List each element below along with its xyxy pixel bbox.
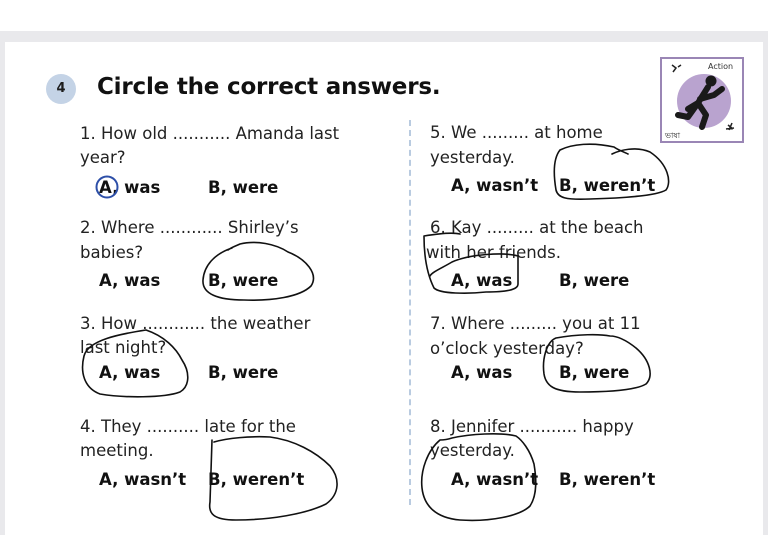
exercise-number-badge: 4 [46,74,76,104]
question-8-line-1: 8. Jennifer ........... happy [430,417,634,436]
top-strip [0,0,768,31]
exercise-title: Circle the correct answers. [97,74,441,100]
question-6-option-b[interactable]: B, were [559,271,630,290]
question-3-line-2: last night? [80,338,167,357]
question-4-line-1: 4. They .......... late for the [80,417,296,436]
running-figure-icon [662,59,742,141]
question-4-option-b[interactable]: B, weren’t [208,470,305,489]
question-2-option-a[interactable]: A, was [99,271,161,290]
question-1-line-2: year? [80,148,126,167]
question-6-line-2: with her friends. [426,243,561,262]
question-5-line-1: 5. We ......... at home [430,123,603,142]
question-5-option-b[interactable]: B, weren’t [559,176,656,195]
question-4-line-2: meeting. [80,441,154,460]
question-4-option-a[interactable]: A, wasn’t [99,470,187,489]
question-7-option-a[interactable]: A, was [451,363,513,382]
question-3-option-a[interactable]: A, was [99,363,161,382]
question-7-line-2: o’clock yesterday? [430,339,584,358]
question-2-option-b[interactable]: B, were [208,271,279,290]
question-2-line-2: babies? [80,243,144,262]
question-5-option-a[interactable]: A, wasn’t [451,176,539,195]
question-8-line-2: yesterday. [430,441,515,460]
card-label-bottom: ভাষা [665,131,681,140]
question-2-line-1: 2. Where ............ Shirley’s [80,218,299,237]
action-card [660,57,744,143]
question-6-line-1: 6. Kay ......... at the beach [430,218,644,237]
question-7-line-1: 7. Where ......... you at 11 [430,314,641,333]
question-8-option-a[interactable]: A, wasn’t [451,470,539,489]
question-8-option-b[interactable]: B, weren’t [559,470,656,489]
question-7-option-b[interactable]: B, were [559,363,630,382]
question-3-option-b[interactable]: B, were [208,363,279,382]
question-1-line-1: 1. How old ........... Amanda last [80,124,340,143]
question-5-line-2: yesterday. [430,148,515,167]
question-1-option-a[interactable]: A, was [99,178,161,197]
question-3-line-1: 3. How ............ the weather [80,314,311,333]
question-6-option-a[interactable]: A, was [451,271,513,290]
card-label-top: Action [708,62,734,71]
question-1-option-b[interactable]: B, were [208,178,279,197]
column-divider [409,120,411,505]
